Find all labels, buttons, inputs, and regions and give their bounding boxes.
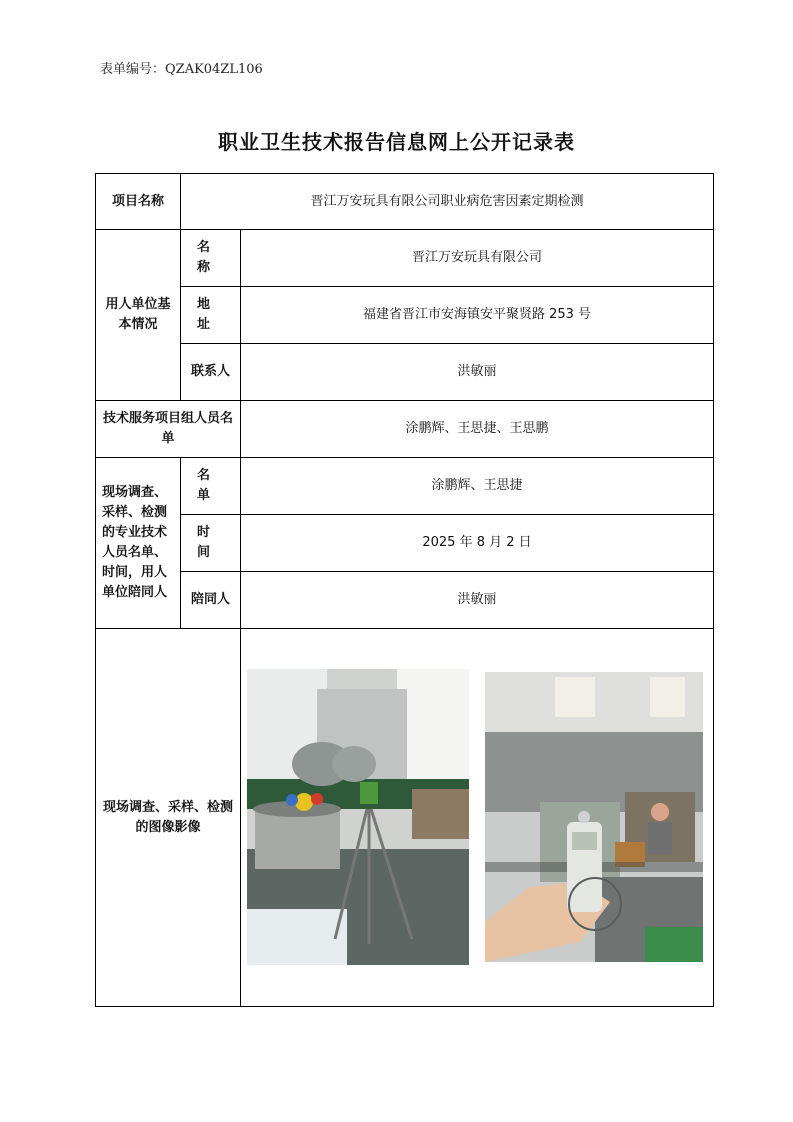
survey-names-row bbox=[96, 458, 714, 515]
site-images-cell bbox=[241, 629, 714, 1007]
employer-basic-info-label: 用人单位基本情况 bbox=[96, 230, 181, 401]
survey-time-value: 2025 年 8 月 2 日 bbox=[241, 515, 714, 572]
record-table bbox=[95, 173, 714, 1007]
employer-name-row bbox=[96, 230, 714, 287]
employer-contact-label: 联系人 bbox=[181, 344, 241, 401]
site-photo-mixer-tripod bbox=[247, 669, 469, 965]
employer-address-value: 福建省晋江市安海镇安平聚贤路 253 号 bbox=[241, 287, 714, 344]
survey-companion-row bbox=[96, 572, 714, 629]
survey-time-row bbox=[96, 515, 714, 572]
project-name-value: 晋江万安玩具有限公司职业病危害因素定期检测 bbox=[181, 174, 714, 230]
employer-name-value: 晋江万安玩具有限公司 bbox=[241, 230, 714, 287]
survey-names-label: 名 单 bbox=[181, 458, 241, 515]
site-photo-noise-meter bbox=[485, 672, 703, 962]
team-members-label: 技术服务项目组人员名单 bbox=[96, 401, 241, 458]
survey-companion-value: 洪敏丽 bbox=[241, 572, 714, 629]
form-code: 表单编号：QZAK04ZL106 bbox=[100, 62, 263, 77]
team-members-value: 涂鹏辉、王思捷、王思鹏 bbox=[241, 401, 714, 458]
survey-companion-label: 陪同人 bbox=[181, 572, 241, 629]
employer-address-row bbox=[96, 287, 714, 344]
employer-name-label: 名 称 bbox=[181, 230, 241, 287]
survey-time-label: 时 间 bbox=[181, 515, 241, 572]
images-row bbox=[96, 629, 714, 1007]
site-images-label: 现场调查、采样、检测的图像影像 bbox=[96, 629, 241, 1007]
employer-contact-value: 洪敏丽 bbox=[241, 344, 714, 401]
document-title: 职业卫生技术报告信息网上公开记录表 bbox=[218, 130, 575, 154]
employer-contact-row bbox=[96, 344, 714, 401]
employer-address-label: 地 址 bbox=[181, 287, 241, 344]
project-row bbox=[96, 174, 714, 230]
team-row bbox=[96, 401, 714, 458]
survey-staff-label: 现场调查、采样、检测的专业技术人员名单、时间，用人单位陪同人 bbox=[96, 458, 181, 629]
project-name-label: 项目名称 bbox=[96, 174, 181, 230]
survey-names-value: 涂鹏辉、王思捷 bbox=[241, 458, 714, 515]
